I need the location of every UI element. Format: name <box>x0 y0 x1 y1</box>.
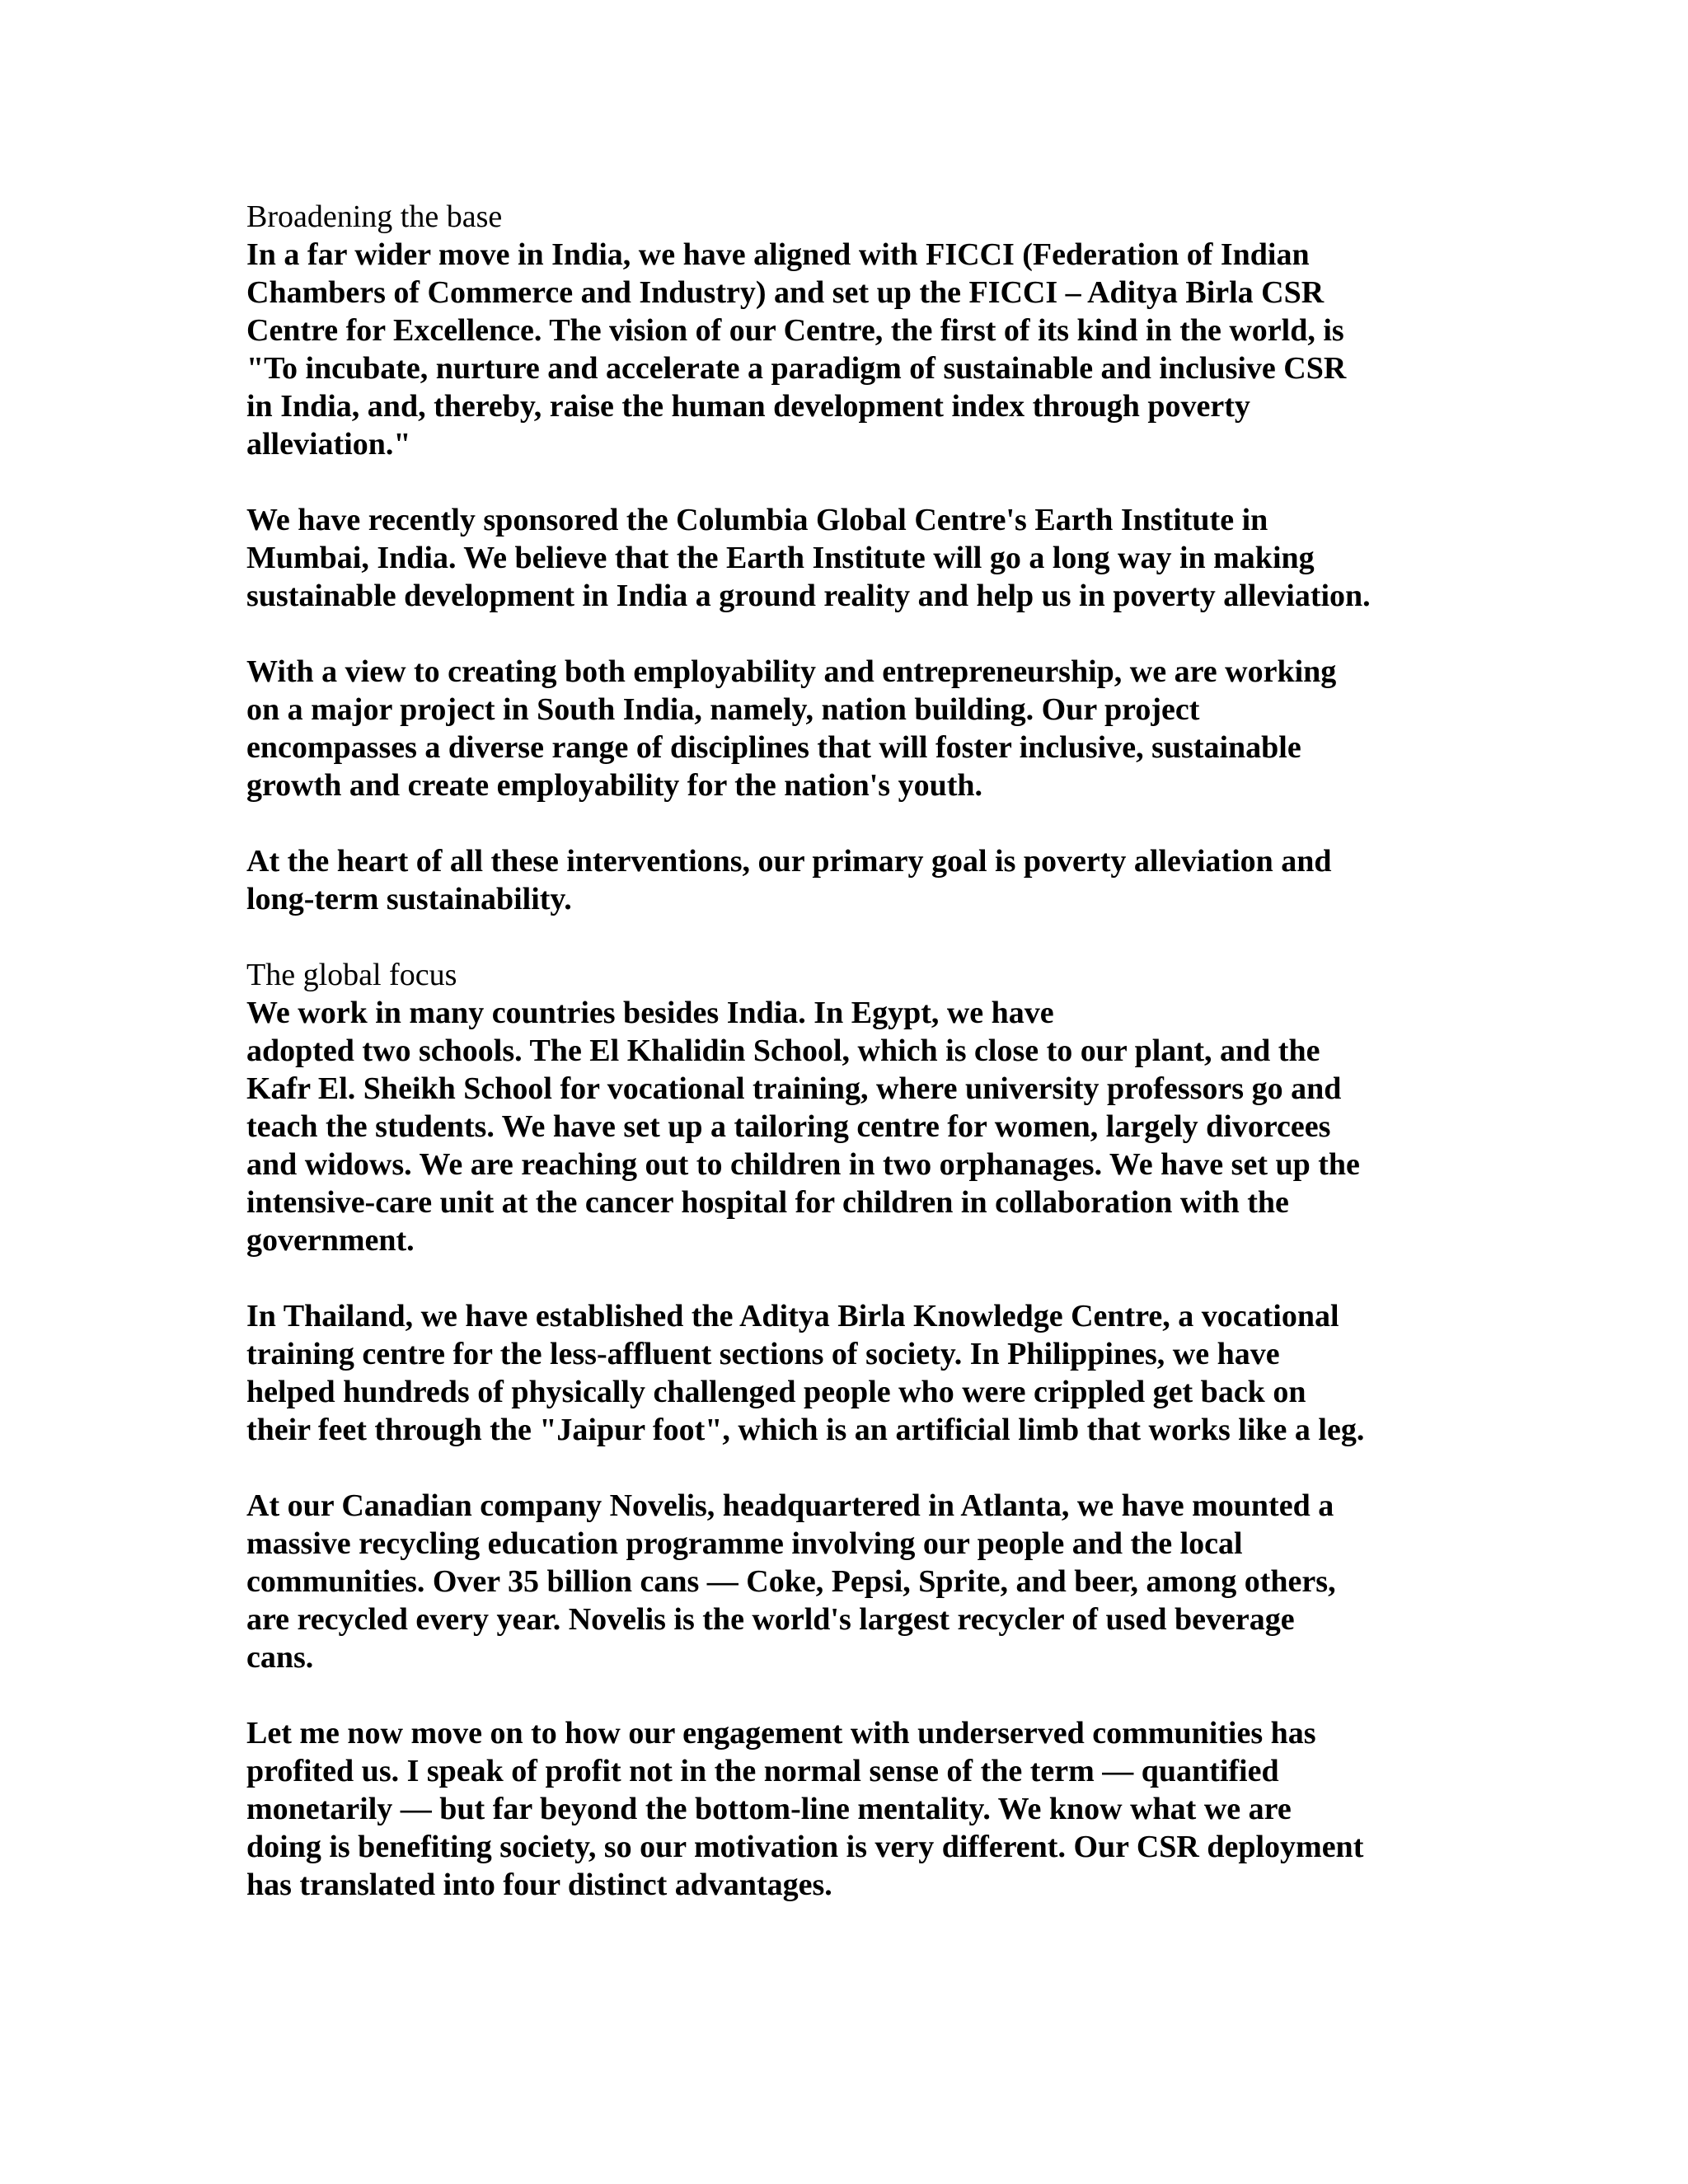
section-heading-global-focus: The global focus <box>246 958 457 992</box>
section-heading-broadening: Broadening the base <box>246 199 503 234</box>
paragraph-novelis: At our Canadian company Novelis, headquartered in Atlanta, we have mounted a massive recycling education programme involving our people and the local communities. Over 35 billion cans — Coke, Pepsi, Sprite, and beer, among others, are recycled every year. Novelis is the world's largest recycler of used beverage cans. <box>246 1488 1336 1675</box>
paragraph-thailand-philippines: In Thailand, we have established the Aditya Birla Knowledge Centre, a vocational training centre for the less-affluent sections of society. In Philippines, we have helped hundreds of physically challenged people who were crippled get back on their feet through the "Jaipur foot", which is an artificial limb that works like a leg. <box>246 1299 1365 1447</box>
paragraph-ficci: In a far wider move in India, we have aligned with FICCI (Federation of Indian Chambers of Commerce and Industry) and set up the FICCI – Aditya Birla CSR Centre for Excellence. The vision of our Centre, the first of its kind in the world, is "To incubate, nurture and accelerate a paradigm of sustainable and inclusive CSR in India, and, thereby, raise the human development index through poverty alleviation." <box>246 237 1347 462</box>
paragraph-primary-goal: At the heart of all these interventions, our primary goal is poverty alleviation and long-term sustainability. <box>246 844 1332 916</box>
paragraph-earth-institute: We have recently sponsored the Columbia Global Centre's Earth Institute in Mumbai, India. We believe that the Earth Institute will go a long way in making sustainable development in India a ground reality and help us in poverty alleviation. <box>246 503 1371 613</box>
document-body <box>246 198 1450 1942</box>
paragraph-csr-advantages: Let me now move on to how our engagement with underserved communities has profited us. I speak of profit not in the normal sense of the term — quantified monetarily — but far beyond the bottom-line mentality. We know what we are doing is benefiting society, so our motivation is very different. Our CSR deployment has translated into four distinct advantages. <box>246 1716 1364 1902</box>
paragraph-south-india-project: With a view to creating both employability and entrepreneurship, we are working on a major project in South India, namely, nation building. Our project encompasses a diverse range of disciplines that will foster inclusive, sustainable growth and create employability for the nation's youth. <box>246 654 1337 803</box>
paragraph-egypt: We work in many countries besides India. In Egypt, we have adopted two schools. The El Khalidin School, which is close to our plant, and the Kafr El. Sheikh School for vocational training, where university professors go and teach the students. We have set up a tailoring centre for women, largely divorcees and widows. We are reaching out to children in two orphanages. We have set up the intensive-care unit at the cancer hospital for children in collaboration with the government. <box>246 996 1360 1258</box>
